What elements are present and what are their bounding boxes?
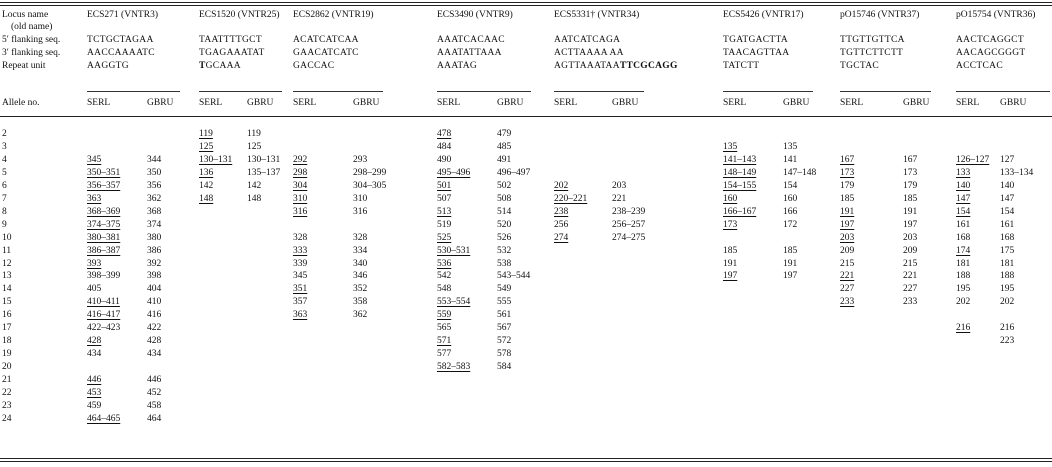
allele-no: 15 [2, 297, 12, 308]
gbru-value: 446 [147, 375, 162, 386]
serl-value: 195 [956, 284, 971, 295]
bottom-rule [0, 458, 1052, 459]
repeat-unit [87, 60, 129, 72]
repeat-bold: TTCGCAGG [619, 61, 678, 71]
serl-value: 133 [956, 167, 971, 178]
gbru-value: 185 [903, 193, 918, 204]
gbru-value: 167 [903, 154, 918, 165]
gbru-value: 141 [783, 154, 798, 165]
serl-value: 374–375 [87, 219, 121, 230]
serl-value: 398–399 [87, 271, 121, 282]
serl-value: 565 [437, 323, 452, 334]
gbru-value: 175 [1000, 245, 1015, 256]
serl-value: 238 [554, 206, 569, 217]
gbru-value: 188 [1000, 271, 1015, 282]
flank3-label: 3′ flanking seq. [2, 48, 61, 58]
serl-value: 166–167 [723, 206, 757, 217]
serl-value: 333 [293, 245, 308, 256]
gbru-value: 160 [783, 193, 798, 204]
serl-value: 405 [87, 284, 102, 295]
serl-value: 256 [554, 219, 569, 230]
flank5-seq: AACTCAGGCT [956, 35, 1024, 45]
serl-header: SERL [554, 98, 578, 108]
serl-value: 416–417 [87, 310, 121, 321]
serl-value: 501 [437, 180, 452, 191]
gbru-value: 161 [1000, 219, 1015, 230]
top-rule-double [0, 5, 1052, 6]
gbru-value: 416 [147, 310, 162, 321]
gbru-value: 434 [147, 349, 162, 360]
gbru-value: 380 [147, 232, 162, 243]
serl-value: 227 [840, 284, 855, 295]
serl-value: 490 [437, 154, 452, 165]
serl-value: 181 [956, 258, 971, 269]
gbru-value: 368 [147, 206, 162, 217]
group-rule [554, 91, 644, 92]
gbru-value: 197 [783, 271, 798, 282]
gbru-value: 502 [497, 180, 512, 191]
gbru-value: 133–134 [1000, 167, 1034, 178]
serl-header: SERL [723, 98, 747, 108]
serl-value: 548 [437, 284, 452, 295]
serl-value: 304 [293, 180, 308, 191]
locus-name: ECS2862 (VNTR19) [293, 10, 374, 20]
locus-label: Locus name [2, 10, 49, 20]
group-rule [437, 91, 531, 92]
repeat-unit [199, 60, 241, 72]
serl-value: 130–131 [199, 154, 233, 165]
serl-value: 188 [956, 271, 971, 282]
repeat-part: AAGGTG [87, 61, 129, 71]
serl-value: 197 [723, 271, 738, 282]
gbru-value: 238–239 [612, 206, 646, 217]
gbru-value: 197 [903, 219, 918, 230]
serl-value: 507 [437, 193, 452, 204]
allele-no: 8 [2, 206, 7, 217]
serl-value: 328 [293, 232, 308, 243]
serl-value: 393 [87, 258, 102, 269]
allele-no: 21 [2, 375, 12, 386]
serl-value: 292 [293, 154, 308, 165]
old-name-label: (old name) [11, 22, 53, 32]
gbru-value: 508 [497, 193, 512, 204]
serl-value: 495–496 [437, 167, 471, 178]
serl-value: 345 [87, 154, 102, 165]
serl-value: 386–387 [87, 245, 121, 256]
gbru-value: 316 [353, 206, 368, 217]
gbru-value: 362 [353, 310, 368, 321]
serl-value: 434 [87, 349, 102, 360]
serl-value: 298 [293, 167, 308, 178]
gbru-value: 344 [147, 154, 162, 165]
allele-no: 12 [2, 258, 12, 269]
gbru-value: 221 [612, 193, 627, 204]
gbru-value: 147 [1000, 193, 1015, 204]
gbru-value: 293 [353, 154, 368, 165]
serl-value: 536 [437, 258, 452, 269]
allele-no: 2 [2, 129, 7, 139]
serl-value: 179 [840, 180, 855, 191]
locus-name: ECS5331† (VNTR34) [554, 10, 640, 20]
gbru-value: 538 [497, 258, 512, 269]
gbru-value: 256–257 [612, 219, 646, 230]
serl-value: 119 [199, 129, 213, 139]
gbru-value: 543–544 [497, 271, 531, 282]
flank5-seq: AATCATCAGA [554, 35, 621, 45]
gbru-value: 223 [1000, 336, 1015, 347]
serl-header: SERL [293, 98, 317, 108]
repeat-part: TATCTT [723, 61, 760, 71]
gbru-value: 352 [353, 284, 368, 295]
gbru-value: 520 [497, 219, 512, 230]
serl-value: 484 [437, 141, 452, 152]
gbru-value: 532 [497, 245, 512, 256]
gbru-value: 567 [497, 323, 512, 334]
allele-label: Allele no. [2, 98, 40, 108]
flank3-seq: AACCAAAATC [87, 48, 155, 58]
serl-value: 140 [956, 180, 971, 191]
flank3-seq: AAATATTAAA [437, 48, 502, 58]
repeat-bold: T [199, 61, 206, 71]
gbru-value: 202 [1000, 297, 1015, 308]
allele-no: 4 [2, 154, 7, 165]
gbru-value: 340 [353, 258, 368, 269]
locus-name: ECS5426 (VNTR17) [723, 10, 804, 20]
allele-no: 24 [2, 413, 12, 424]
gbru-value: 154 [783, 180, 798, 191]
serl-value: 216 [956, 323, 971, 334]
serl-value: 197 [840, 219, 855, 230]
gbru-value: 549 [497, 284, 512, 295]
gbru-value: 356 [147, 180, 162, 191]
repeat-unit [956, 60, 1003, 72]
serl-value: 513 [437, 206, 452, 217]
gbru-value: 140 [1000, 180, 1015, 191]
allele-no: 10 [2, 232, 12, 243]
serl-value: 582–583 [437, 362, 471, 373]
header-rule [0, 116, 1052, 117]
flank3-seq: GAACATCATC [293, 48, 359, 58]
gbru-value: 572 [497, 336, 512, 347]
serl-value: 174 [956, 245, 971, 256]
allele-no: 16 [2, 310, 12, 321]
serl-value: 191 [723, 258, 738, 269]
group-rule [956, 91, 1050, 92]
serl-value: 530–531 [437, 245, 471, 256]
gbru-value: 561 [497, 310, 512, 321]
serl-value: 220–221 [554, 193, 588, 204]
serl-value: 154–155 [723, 180, 757, 191]
serl-value: 274 [554, 232, 569, 243]
gbru-value: 346 [353, 271, 368, 282]
flank3-seq: TGAGAAATAT [199, 48, 265, 58]
group-rule [840, 91, 931, 92]
gbru-value: 119 [247, 129, 261, 139]
allele-no: 11 [2, 245, 12, 256]
serl-value: 168 [956, 232, 971, 243]
flank3-seq: TAACAGTTAA [723, 48, 790, 58]
gbru-value: 358 [353, 297, 368, 308]
repeat-unit [723, 60, 759, 72]
serl-value: 136 [199, 167, 214, 178]
gbru-value: 215 [903, 258, 918, 269]
gbru-value: 479 [497, 129, 512, 139]
serl-value: 221 [840, 271, 855, 282]
gbru-value: 491 [497, 154, 512, 165]
gbru-header: GBRU [612, 98, 639, 108]
allele-no: 9 [2, 219, 7, 230]
serl-value: 559 [437, 310, 452, 321]
serl-value: 173 [723, 219, 738, 230]
allele-no: 19 [2, 349, 12, 360]
gbru-value: 216 [1000, 323, 1015, 334]
gbru-value: 458 [147, 400, 162, 411]
gbru-value: 452 [147, 388, 162, 398]
serl-header: SERL [199, 98, 223, 108]
group-rule [199, 91, 282, 92]
gbru-value: 135 [783, 141, 798, 152]
gbru-value: 334 [353, 245, 368, 256]
serl-value: 519 [437, 219, 452, 230]
allele-no: 22 [2, 388, 12, 398]
serl-value: 428 [87, 336, 102, 347]
gbru-value: 154 [1000, 206, 1015, 217]
serl-value: 363 [87, 193, 102, 204]
gbru-value: 274–275 [612, 232, 646, 243]
serl-header: SERL [437, 98, 461, 108]
gbru-value: 195 [1000, 284, 1015, 295]
gbru-value: 304–305 [353, 180, 387, 191]
serl-value: 380–381 [87, 232, 121, 243]
gbru-value: 374 [147, 219, 162, 230]
serl-value: 571 [437, 336, 452, 347]
gbru-header: GBRU [147, 98, 174, 108]
gbru-value: 328 [353, 232, 368, 243]
gbru-value: 148 [247, 193, 262, 204]
gbru-header: GBRU [903, 98, 930, 108]
gbru-value: 203 [903, 232, 918, 243]
serl-value: 357 [293, 297, 308, 308]
serl-value: 202 [554, 180, 569, 191]
gbru-header: GBRU [353, 98, 380, 108]
gbru-value: 127 [1000, 154, 1015, 165]
serl-value: 148 [199, 193, 214, 204]
serl-value: 542 [437, 271, 452, 282]
serl-value: 368–369 [87, 206, 121, 217]
serl-value: 125 [199, 141, 214, 152]
locus-name: pO15754 (VNTR36) [956, 10, 1036, 20]
gbru-value: 584 [497, 362, 512, 373]
gbru-value: 410 [147, 297, 162, 308]
serl-value: 446 [87, 375, 102, 386]
gbru-value: 464 [147, 413, 162, 424]
repeat-part: ACCTCAC [956, 61, 1003, 71]
locus-name: ECS3490 (VNTR9) [437, 10, 513, 20]
serl-value: 160 [723, 193, 738, 204]
flank5-seq: TAATTTTGCT [199, 35, 262, 45]
allele-no: 23 [2, 400, 12, 411]
serl-value: 233 [840, 297, 855, 308]
flank5-seq: TCTGCTAGAA [87, 35, 154, 45]
serl-value: 363 [293, 310, 308, 321]
serl-value: 422–423 [87, 323, 121, 334]
repeat-unit [437, 60, 477, 72]
flank5-seq: ACATCATCAA [293, 35, 359, 45]
serl-value: 161 [956, 219, 971, 230]
flank3-seq: AACAGCGGGT [956, 48, 1026, 58]
serl-value: 142 [199, 180, 214, 191]
serl-value: 203 [840, 232, 855, 243]
serl-value: 147 [956, 193, 971, 204]
gbru-value: 496–497 [497, 167, 531, 178]
gbru-header: GBRU [1000, 98, 1027, 108]
repeat-part: AGTTAAATAA [554, 61, 620, 71]
serl-value: 459 [87, 400, 102, 411]
gbru-value: 578 [497, 349, 512, 360]
serl-value: 351 [293, 284, 308, 295]
group-rule [723, 91, 813, 92]
gbru-value: 130–131 [247, 154, 281, 165]
gbru-value: 168 [1000, 232, 1015, 243]
allele-no: 7 [2, 193, 7, 204]
serl-value: 215 [840, 258, 855, 269]
gbru-value: 392 [147, 258, 162, 269]
flank5-seq: AAATCACAAC [437, 35, 505, 45]
gbru-value: 172 [783, 219, 798, 230]
flank5-seq: TGATGACTTA [723, 35, 789, 45]
gbru-value: 310 [353, 193, 368, 204]
group-rule [87, 91, 180, 92]
gbru-value: 142 [247, 180, 262, 191]
locus-name: pO15746 (VNTR37) [840, 10, 920, 20]
serl-value: 167 [840, 154, 855, 165]
allele-no: 13 [2, 271, 12, 282]
serl-value: 316 [293, 206, 308, 217]
gbru-value: 147–148 [783, 167, 817, 178]
flank5-seq: TTGTTGTTCA [840, 35, 905, 45]
serl-value: 453 [87, 388, 102, 398]
gbru-value: 135–137 [247, 167, 281, 178]
gbru-value: 181 [1000, 258, 1015, 269]
serl-header: SERL [956, 98, 980, 108]
repeat-part: GACCAC [293, 61, 335, 71]
repeat-unit [554, 60, 678, 72]
serl-value: 350–351 [87, 167, 121, 178]
gbru-header: GBRU [247, 98, 274, 108]
gbru-value: 221 [903, 271, 918, 282]
serl-value: 202 [956, 297, 971, 308]
repeat-label: Repeat unit [2, 61, 46, 71]
gbru-value: 191 [903, 206, 918, 217]
locus-name: ECS1520 (VNTR25) [199, 10, 280, 20]
gbru-value: 514 [497, 206, 512, 217]
gbru-value: 298–299 [353, 167, 387, 178]
gbru-value: 526 [497, 232, 512, 243]
allele-no: 5 [2, 167, 7, 178]
gbru-value: 404 [147, 284, 162, 295]
allele-no: 6 [2, 180, 7, 191]
allele-no: 3 [2, 141, 7, 152]
serl-value: 185 [723, 245, 738, 256]
serl-value: 310 [293, 193, 308, 204]
serl-value: 356–357 [87, 180, 121, 191]
gbru-value: 227 [903, 284, 918, 295]
gbru-value: 203 [612, 180, 627, 191]
gbru-value: 179 [903, 180, 918, 191]
gbru-header: GBRU [783, 98, 810, 108]
flank5-label: 5′ flanking seq. [2, 35, 61, 45]
serl-value: 126–127 [956, 154, 990, 165]
serl-value: 191 [840, 206, 855, 217]
gbru-value: 555 [497, 297, 512, 308]
repeat-part: AAATAG [437, 61, 478, 71]
serl-value: 345 [293, 271, 308, 282]
gbru-value: 428 [147, 336, 162, 347]
gbru-value: 173 [903, 167, 918, 178]
gbru-header: GBRU [497, 98, 524, 108]
serl-header: SERL [840, 98, 864, 108]
gbru-value: 233 [903, 297, 918, 308]
bottom-rule-double [0, 461, 1052, 462]
gbru-value: 185 [783, 245, 798, 256]
serl-value: 339 [293, 258, 308, 269]
allele-no: 17 [2, 323, 12, 334]
gbru-value: 125 [247, 141, 262, 152]
serl-value: 185 [840, 193, 855, 204]
flank3-seq: TGTTCTTCTT [840, 48, 904, 58]
locus-name: ECS271 (VNTR3) [87, 10, 158, 20]
allele-no: 20 [2, 362, 12, 373]
repeat-unit [840, 60, 879, 72]
group-rule [293, 91, 383, 92]
gbru-value: 386 [147, 245, 162, 256]
serl-header: SERL [87, 98, 111, 108]
repeat-part: GCAAA [205, 61, 241, 71]
serl-value: 553–554 [437, 297, 471, 308]
flank3-seq: ACTTAAAA AA [554, 48, 624, 58]
gbru-value: 398 [147, 271, 162, 282]
repeat-unit [293, 60, 334, 72]
gbru-value: 422 [147, 323, 162, 334]
serl-value: 148–149 [723, 167, 757, 178]
top-rule [0, 2, 1052, 3]
serl-value: 478 [437, 129, 452, 139]
serl-value: 577 [437, 349, 452, 360]
serl-value: 209 [840, 245, 855, 256]
serl-value: 525 [437, 232, 452, 243]
serl-value: 135 [723, 141, 738, 152]
serl-value: 173 [840, 167, 855, 178]
gbru-value: 350 [147, 167, 162, 178]
serl-value: 464–465 [87, 413, 121, 424]
gbru-value: 209 [903, 245, 918, 256]
allele-no: 14 [2, 284, 12, 295]
repeat-part: TGCTAC [840, 61, 880, 71]
allele-no: 18 [2, 336, 12, 347]
gbru-value: 191 [783, 258, 798, 269]
serl-value: 410–411 [87, 297, 120, 308]
serl-value: 141–143 [723, 154, 757, 165]
gbru-value: 485 [497, 141, 512, 152]
serl-value: 154 [956, 206, 971, 217]
gbru-value: 166 [783, 206, 798, 217]
gbru-value: 362 [147, 193, 162, 204]
